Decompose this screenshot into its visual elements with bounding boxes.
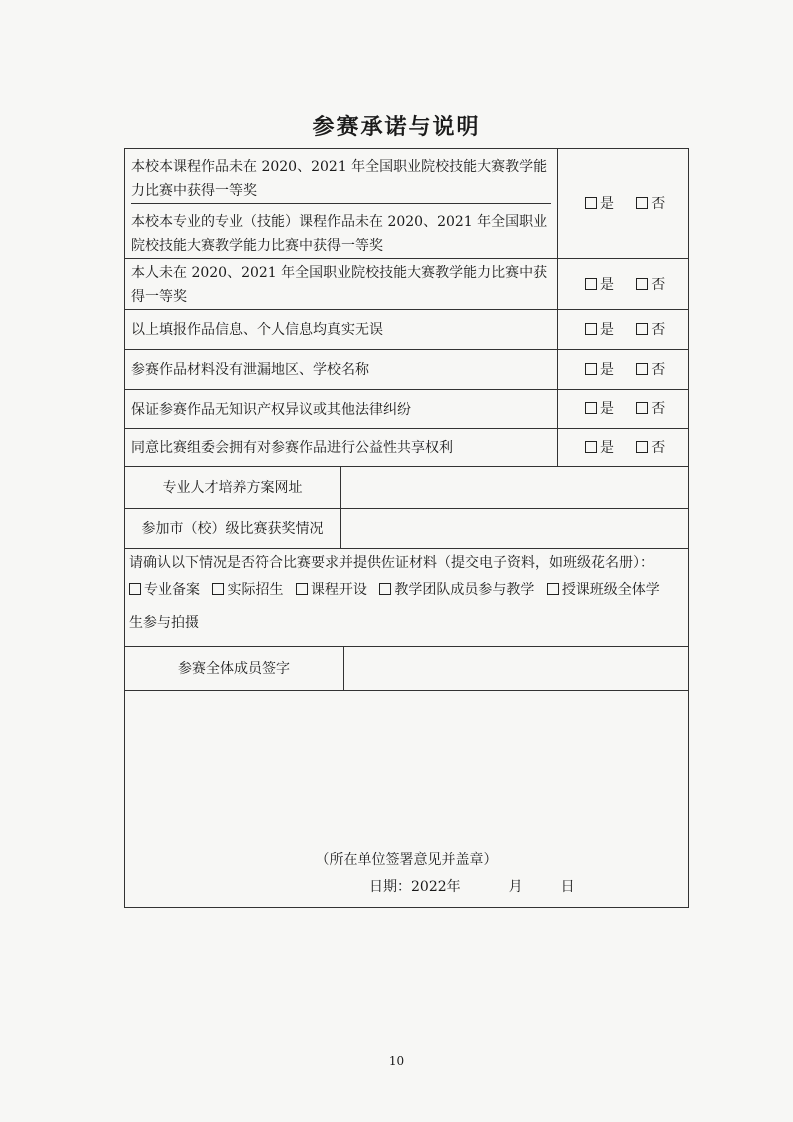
table-row — [125, 647, 688, 691]
confirm-item[interactable]: 实际招生 — [212, 582, 283, 598]
signature-label: 参赛全体成员签字 — [178, 661, 290, 677]
checkbox-icon[interactable] — [636, 197, 648, 209]
unit-opinion-area[interactable] — [125, 691, 688, 907]
checkbox-icon[interactable] — [585, 323, 597, 335]
table-row — [125, 149, 688, 259]
checkbox-icon[interactable] — [296, 583, 308, 595]
checkbox-icon[interactable] — [585, 441, 597, 453]
commitment-text: 参赛作品材料没有泄漏地区、学校名称 — [131, 362, 369, 378]
table-row — [125, 390, 688, 429]
page-title: 参赛承诺与说明 — [312, 114, 481, 140]
award-label: 参加市（校）级比赛获奖情况 — [141, 521, 324, 537]
checkbox-icon[interactable] — [212, 583, 224, 595]
confirm-checklist — [129, 577, 685, 604]
checkbox-icon[interactable] — [585, 197, 597, 209]
table-row — [125, 429, 688, 467]
confirm-item[interactable]: 专业备案 — [129, 582, 200, 598]
table-row — [125, 509, 688, 549]
commitment-text: 本校本课程作品未在 2020、2021 年全国职业院校技能大赛教学能力比赛中获得一等奖 — [131, 149, 551, 204]
program-url-label: 专业人才培养方案网址 — [162, 480, 303, 496]
yes-no-choice[interactable]: 是 否 — [585, 274, 665, 294]
checkbox-icon[interactable] — [585, 278, 597, 290]
yes-no-choice[interactable]: 是 否 — [585, 193, 665, 213]
table-row — [125, 259, 688, 310]
checkbox-icon[interactable] — [585, 363, 597, 375]
checkbox-icon[interactable] — [636, 441, 648, 453]
award-field[interactable] — [345, 509, 685, 548]
checkbox-icon[interactable] — [636, 402, 648, 414]
program-url-field[interactable] — [345, 467, 685, 508]
checkbox-icon[interactable] — [379, 583, 391, 595]
confirm-section — [129, 549, 685, 646]
commitment-text: 同意比赛组委会拥有对参赛作品进行公益性共享权利 — [131, 440, 453, 456]
checkbox-icon[interactable] — [636, 278, 648, 290]
table-row — [125, 467, 688, 509]
commitment-table — [124, 148, 689, 908]
confirm-item[interactable]: 教学团队成员参与教学 — [379, 582, 534, 598]
commitment-text: 本人未在 2020、2021 年全国职业院校技能大赛教学能力比赛中获得一等奖 — [131, 265, 548, 305]
checkbox-icon[interactable] — [636, 363, 648, 375]
checkbox-icon[interactable] — [547, 583, 559, 595]
yes-no-choice[interactable]: 是 否 — [585, 398, 665, 418]
commitment-text: 保证参赛作品无知识产权异议或其他法律纠纷 — [131, 402, 411, 418]
table-row — [125, 310, 688, 350]
unit-opinion-note: （所在单位签署意见并盖章） — [315, 852, 498, 868]
checkbox-icon[interactable] — [129, 583, 141, 595]
checkbox-icon[interactable] — [636, 323, 648, 335]
date-line: 日期：2022年 月 日 — [369, 879, 575, 895]
table-row — [125, 549, 688, 647]
signature-field[interactable] — [347, 647, 685, 690]
confirm-instruction: 请确认以下情况是否符合比赛要求并提供佐证材料（提交电子资料，如班级花名册）： — [129, 555, 654, 571]
page-number: 10 — [388, 1054, 405, 1068]
checkbox-icon[interactable] — [585, 402, 597, 414]
yes-no-choice[interactable]: 是 否 — [585, 437, 665, 457]
yes-no-choice[interactable]: 是 否 — [585, 319, 665, 339]
confirm-tail: 生参与拍摄 — [129, 615, 199, 631]
table-row — [125, 350, 688, 390]
yes-no-choice[interactable]: 是 否 — [585, 359, 665, 379]
commitment-text: 本校本专业的专业（技能）课程作品未在 2020、2021 年全国职业院校技能大赛教学能力比赛中获得一等奖 — [131, 214, 548, 254]
confirm-item[interactable]: 课程开设 — [296, 582, 367, 598]
confirm-item[interactable]: 授课班级全体学 — [547, 582, 660, 598]
commitment-text: 以上填报作品信息、个人信息均真实无误 — [131, 322, 383, 338]
